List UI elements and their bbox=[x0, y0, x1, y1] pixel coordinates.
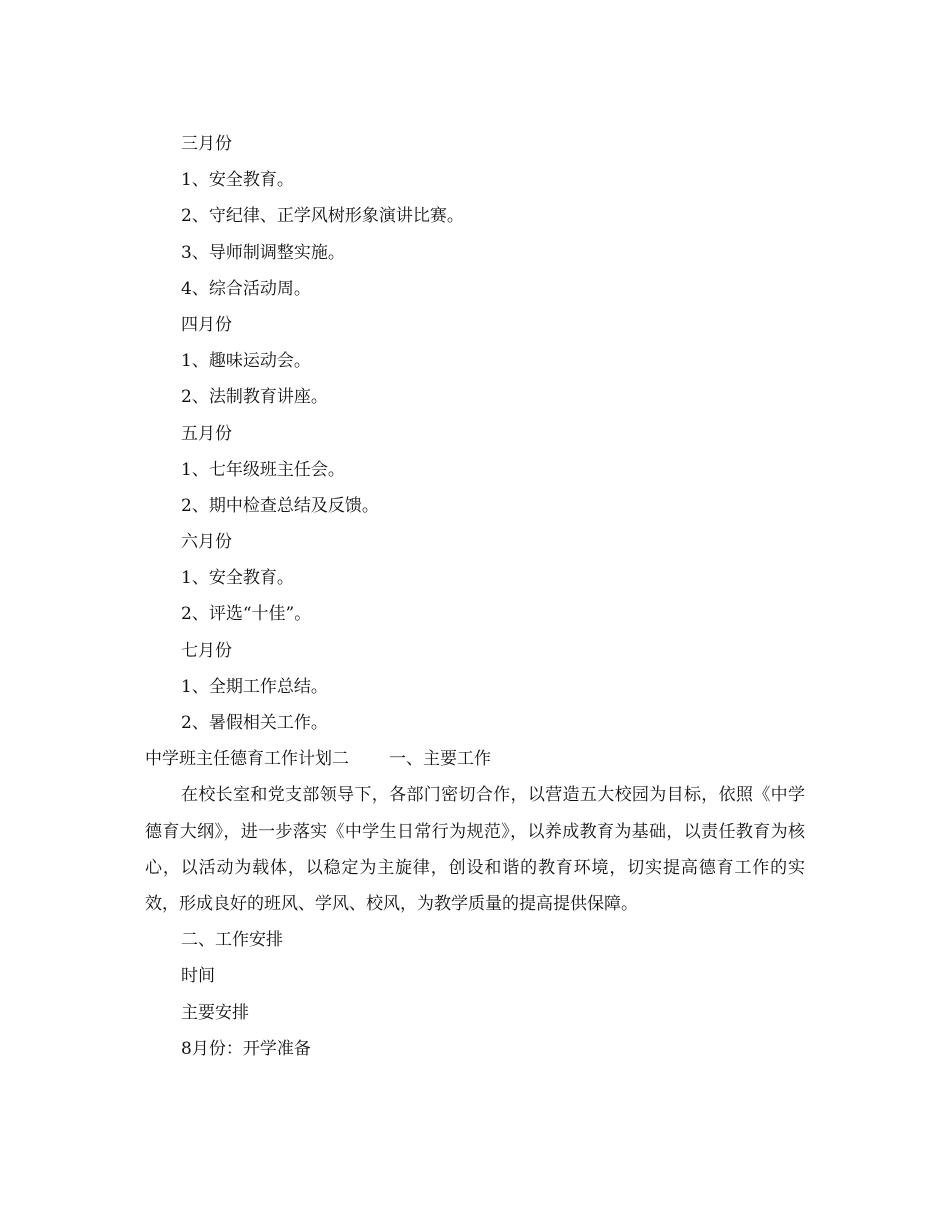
month-heading-june: 六月份 bbox=[181, 532, 232, 553]
paragraph-line: 《中学德育大纲》，进一步落实《中学生日常行为规范》，以养成教育为基础， bbox=[145, 785, 805, 842]
list-item: 2、暑假相关工作。 bbox=[181, 713, 328, 733]
paragraph-line: 以责任教育为核心，以活动为载体，以稳定为主旋律，创设和谐的教育环境，切 bbox=[145, 821, 806, 878]
paragraph-line: 在校长室和党支部领导下，各部门密切合作，以营造五大校园为目标，依照 bbox=[181, 785, 754, 806]
month-heading-april: 四月份 bbox=[181, 314, 232, 335]
table-label-arrangement: 主要安排 bbox=[181, 1002, 249, 1023]
table-label-time: 时间 bbox=[181, 966, 215, 987]
month-heading-march: 三月份 bbox=[181, 134, 232, 154]
list-item: 4、综合活动周。 bbox=[181, 278, 311, 299]
list-item: 2、期中检查总结及反馈。 bbox=[181, 495, 379, 516]
body-paragraph bbox=[145, 777, 805, 922]
list-item: 2、法制教育讲座。 bbox=[181, 387, 328, 408]
list-item: 2、评选“十佳”。 bbox=[181, 604, 312, 625]
section-title: 中学班主任德育工作计划二 bbox=[145, 749, 349, 770]
document-body bbox=[145, 126, 805, 1067]
list-item: 1、七年级班主任会。 bbox=[181, 459, 345, 480]
paragraph-line: 保障。 bbox=[587, 893, 638, 914]
section-title-line bbox=[145, 741, 805, 777]
list-item: 1、全期工作总结。 bbox=[181, 676, 328, 697]
subsection-heading: 二、工作安排 bbox=[181, 930, 283, 951]
paragraph-line: 实提高德育工作的实效，形成良好的班风、学风、校风，为教学质量的提高提供 bbox=[145, 857, 806, 914]
list-item: 2、守纪律、正学风树形象演讲比赛。 bbox=[181, 206, 464, 227]
list-item: 1、安全教育。 bbox=[181, 568, 294, 589]
list-item: 1、安全教育。 bbox=[181, 170, 294, 191]
month-heading-may: 五月份 bbox=[181, 423, 232, 444]
list-item: 3、导师制调整实施。 bbox=[181, 242, 345, 263]
list-item: 8月份：开学准备 bbox=[181, 1038, 311, 1059]
section-heading: 一、主要工作 bbox=[389, 749, 491, 770]
list-item: 1、趣味运动会。 bbox=[181, 351, 311, 372]
month-heading-july: 七月份 bbox=[181, 640, 232, 661]
